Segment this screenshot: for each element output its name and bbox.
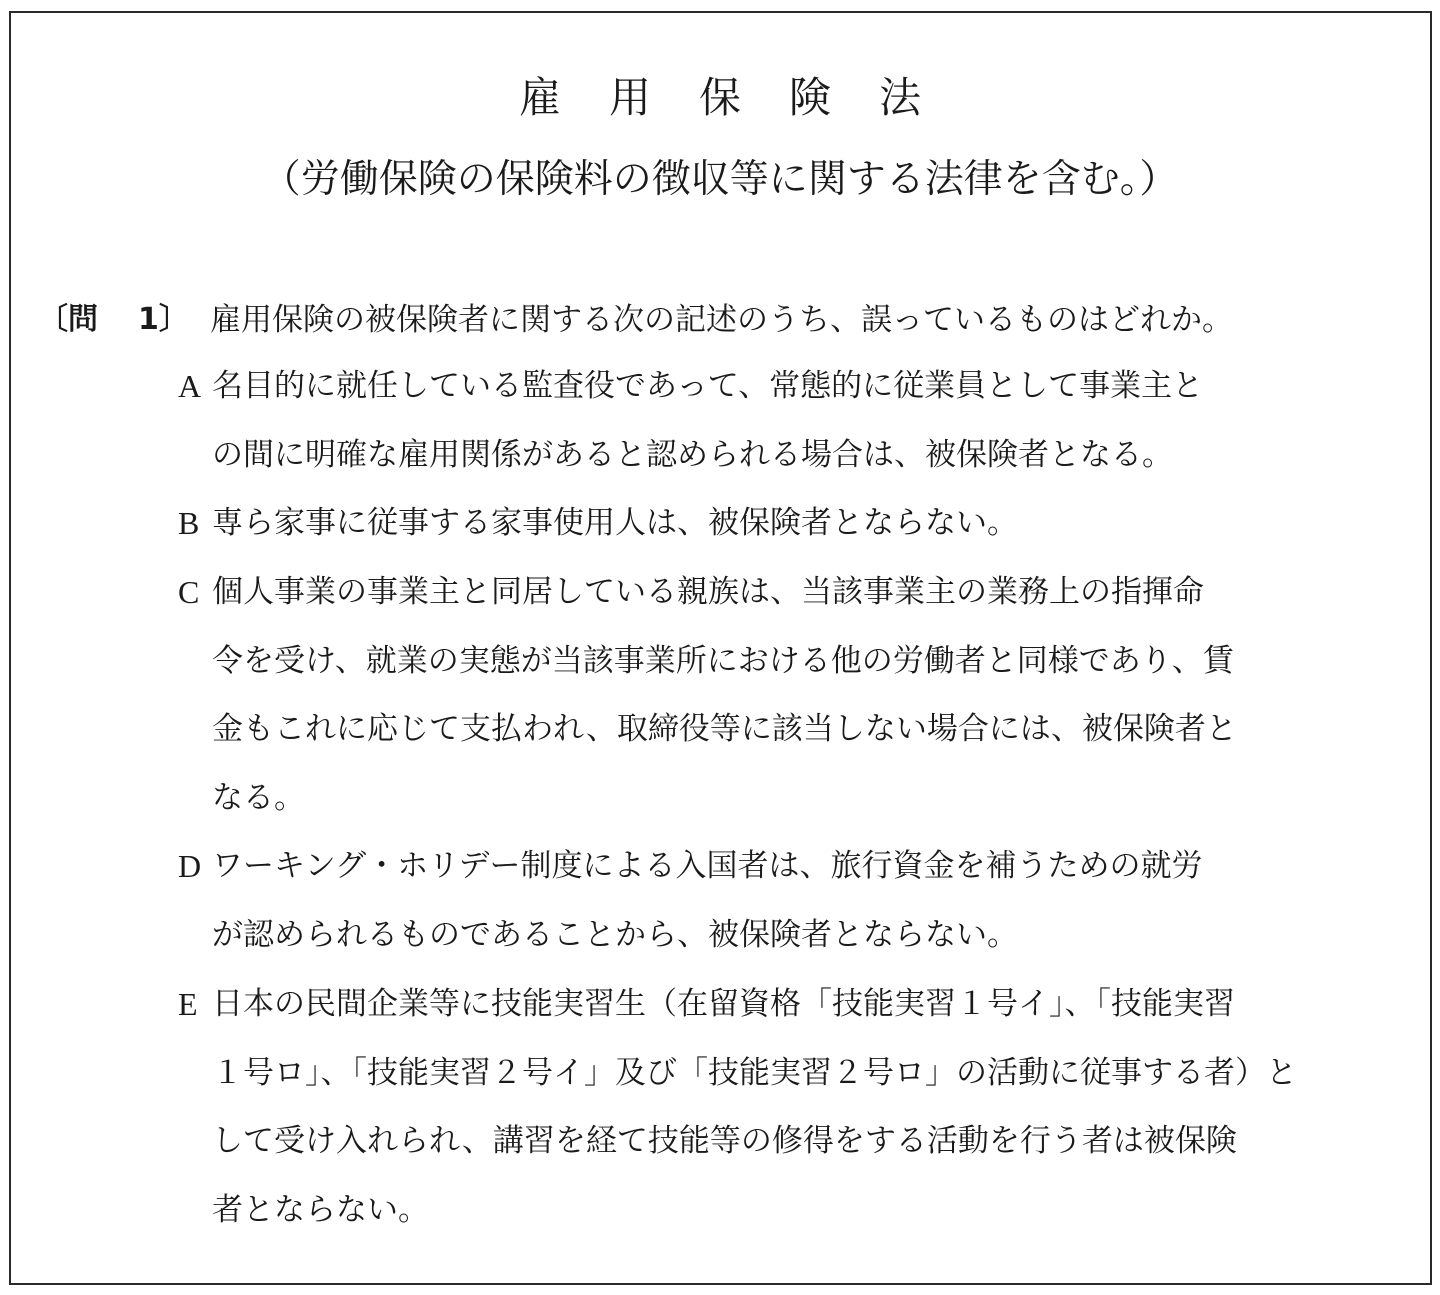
option-line: が認められるものであることから、被保険者とならない。 bbox=[212, 916, 1018, 953]
option-line: 個人事業の事業主と同居している親族は、当該事業主の業務上の指揮命 bbox=[212, 574, 1204, 610]
option-line: して受け入れられ、講習を経て技能等の修得をする活動を行う者は被保険 bbox=[212, 1123, 1237, 1159]
option-line: の間に明確な雇用関係があると認められる場合は、被保険者となる。 bbox=[212, 436, 1173, 473]
option-letter: D bbox=[178, 848, 202, 884]
option-letter: C bbox=[178, 574, 200, 610]
question-heading bbox=[38, 294, 1378, 346]
option-line: １号ロ」、「技能実習２号イ」及び「技能実習２号ロ」の活動に従事する者）と bbox=[212, 1054, 1297, 1091]
option-line: 専ら家事に従事する家事使用人は、被保険者とならない。 bbox=[212, 505, 1018, 541]
option-line: 金もこれに応じて支払われ、取締役等に該当しない場合には、被保険者と bbox=[212, 711, 1237, 747]
option-letter: B bbox=[178, 505, 200, 541]
question-number-label bbox=[38, 294, 189, 346]
option-d bbox=[178, 832, 1358, 969]
option-c bbox=[178, 558, 1358, 832]
option-line: 名目的に就任している監査役であって、常態的に従業員として事業主と bbox=[212, 368, 1204, 404]
option-letter: A bbox=[178, 368, 202, 404]
option-line: 日本の民間企業等に技能実習生（在留資格「技能実習１号イ」、「技能実習 bbox=[212, 986, 1235, 1022]
option-line: 者とならない。 bbox=[212, 1191, 429, 1228]
question-text: 雇用保険の被保険者に関する次の記述のうち、誤っているものはどれか。 bbox=[210, 302, 1233, 338]
option-letter: E bbox=[178, 986, 198, 1022]
question-number: 1〕 bbox=[138, 302, 189, 337]
option-line: ワーキング・ホリデー制度による入国者は、旅行資金を補うための就労 bbox=[212, 848, 1203, 884]
option-e bbox=[178, 970, 1358, 1244]
document-title: 雇用保険法 bbox=[518, 73, 969, 122]
document-subtitle: （労働保険の保険料の徴収等に関する法律を含む。） bbox=[261, 157, 1179, 202]
question-label: 〔問 bbox=[38, 302, 98, 337]
option-b bbox=[178, 489, 1358, 558]
option-line: 令を受け、就業の実態が当該事業所における他の労働者と同様であり、賃 bbox=[212, 642, 1234, 679]
option-line: なる。 bbox=[212, 779, 305, 816]
option-a bbox=[178, 352, 1358, 489]
